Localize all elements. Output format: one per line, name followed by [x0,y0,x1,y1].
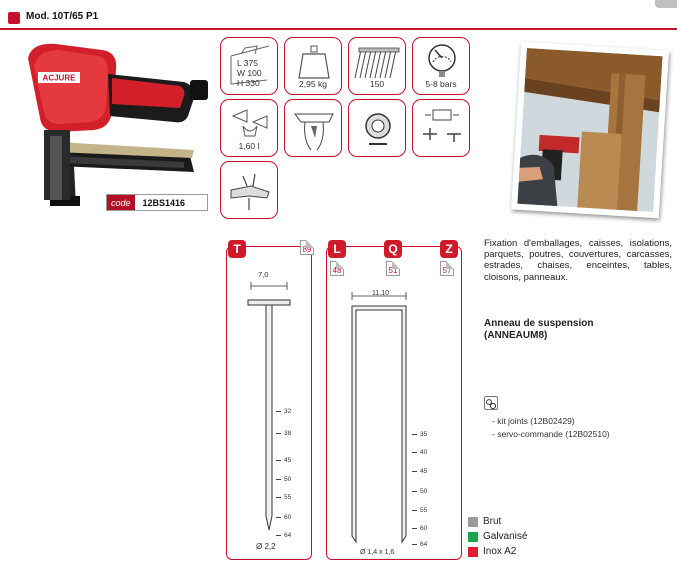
weight-value: 2,95 kg [299,79,327,89]
finish-galvanise: Galvanisé [468,531,527,542]
application-photo [511,42,669,219]
finish-swatch [468,532,478,542]
t-head-width: 7,0 [258,270,269,279]
application-description: Fixation d'emballages, caisses, isolations, parquets, poutres, couvertures, carcasses, estrades, chaises, enceintes, tables, cloisons, panneaux. [484,238,672,283]
nail-type-badge-q: Q [384,240,402,258]
staple-drawing [326,246,462,560]
product-code-box [106,194,208,211]
staple-crown: 11.10 [372,290,389,297]
corner-tab [655,0,677,8]
suspension-ring [484,318,593,342]
staple-length-tick: 40 [412,449,427,456]
pressure-value: 5-8 bars [425,79,457,89]
finish-inox: Inox A2 [468,546,516,557]
capacity-value: 150 [369,79,385,89]
product-code: 12BS1416 [142,197,186,208]
t-length-tick: 55 [276,494,291,501]
spec-air-volume [220,99,278,157]
finish-brut: Brut [468,516,501,527]
spec-weight [284,37,342,95]
air-volume-value: 1,60 l [238,141,260,151]
mode-selector-icon [413,100,470,157]
spec-dimensions [220,37,278,95]
spec-mode [412,99,470,157]
staple-section: Ø 1,4 x 1,6 [360,549,395,556]
safety-trip-icon [221,162,278,219]
finish-swatch [468,547,478,557]
page-ref-l: 48 [330,261,344,276]
t-length-tick: 45 [276,457,291,464]
t-length-tick: 32 [276,408,291,415]
header-marker [8,12,20,24]
header-rule [0,28,677,30]
nail-type-badge-z: Z [440,240,458,258]
spec-safety [220,161,278,219]
page-header [0,0,677,30]
accessory-servo: - servo-commande (12B02510) [492,429,610,439]
nail-type-badge-l: L [328,240,346,258]
page-ref-z: 57 [440,261,454,276]
trigger-icon [285,100,342,157]
nailer-tool-image [14,36,214,216]
code-label: code [107,195,135,210]
spec-pressure [412,37,470,95]
t-nail-drawing [226,246,312,560]
accessories-gear-icon [484,396,498,410]
t-diameter: Ø 2,2 [256,542,276,551]
t-length-tick: 64 [276,532,291,539]
suspension-ring-code: (ANNEAUM8) [484,330,548,341]
staple-length-tick: 45 [412,468,427,475]
page-ref-t: 89 [300,240,314,255]
spec-depth-adjust [348,99,406,157]
suspension-ring-label: Anneau de suspension [484,318,594,329]
accessory-kit-joints: - kit joints (12B02429) [492,416,575,426]
dimension-l: L 375 [237,58,258,68]
spec-capacity [348,37,406,95]
staple-length-tick: 55 [412,507,427,514]
page-ref-q: 51 [386,261,400,276]
dimension-h: H 330 [237,78,260,88]
nail-type-badge-t: T [228,240,246,258]
t-length-tick: 50 [276,476,291,483]
staple-length-tick: 35 [412,431,427,438]
model-title: Mod. 10T/65 P1 [26,11,99,22]
application-photo-image [517,48,662,212]
staple-length-tick: 64 [412,541,427,548]
depth-adjust-icon [349,100,406,157]
spec-trigger [284,99,342,157]
brand-logo: ACJURE [42,73,76,83]
t-length-tick: 38 [276,430,291,437]
t-length-tick: 60 [276,514,291,521]
staple-length-tick: 60 [412,525,427,532]
dimension-w: W 100 [237,68,262,78]
staple-length-tick: 50 [412,488,427,495]
finish-swatch [468,517,478,527]
